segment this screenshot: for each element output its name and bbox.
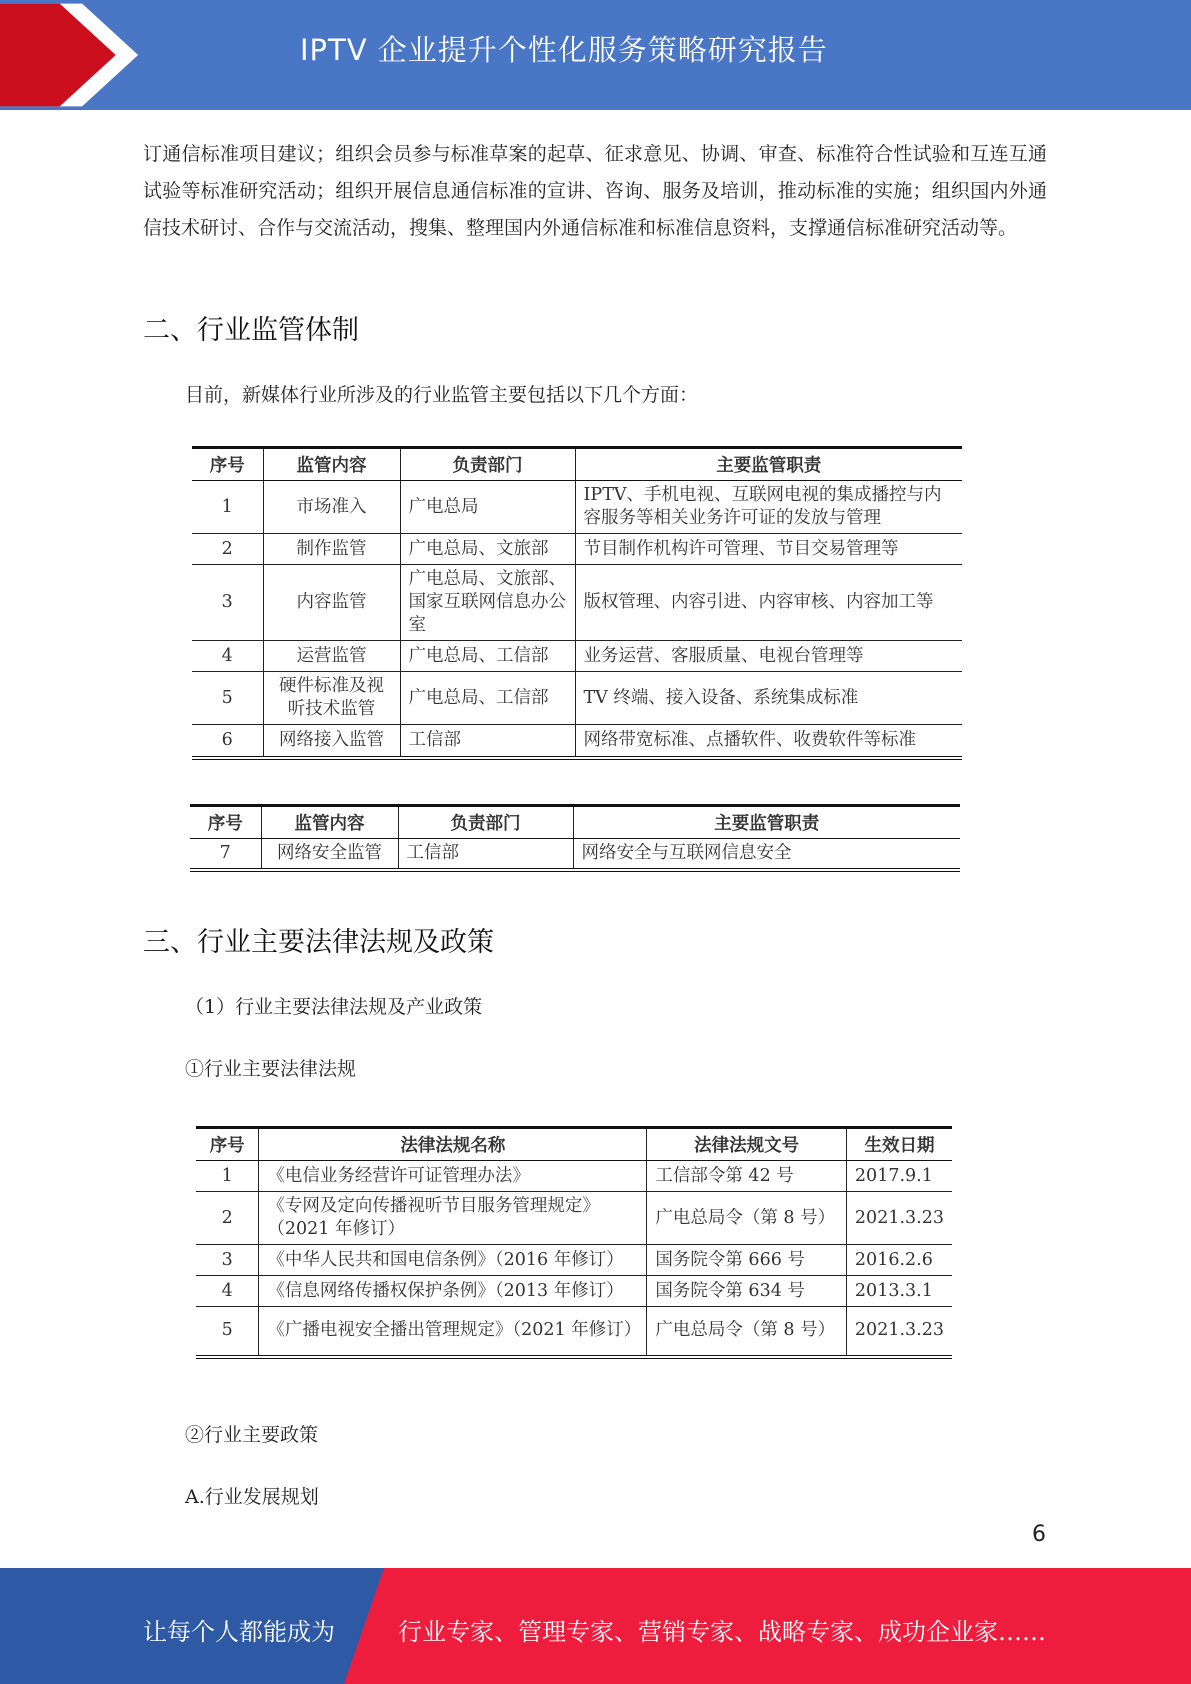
table-cell: 市场准入 <box>263 481 400 534</box>
table-cell: 6 <box>192 725 263 758</box>
table-row <box>192 725 962 758</box>
table-cell: 网络接入监管 <box>263 725 400 758</box>
table-row <box>190 839 960 871</box>
table-cell: 3 <box>192 565 263 641</box>
table-cell: 1 <box>196 1161 259 1192</box>
footer-slogan-left: 让每个人都能成为 <box>143 1618 335 1646</box>
table-cell: 网络带宽标准、点播软件、收费软件等标准 <box>575 725 962 758</box>
table-cell: 广电总局 <box>400 481 575 534</box>
table-cell: 2013.3.1 <box>846 1276 952 1307</box>
table-cell: 5 <box>192 672 263 725</box>
table-row <box>196 1276 952 1307</box>
table-cell: 《专网及定向传播视听节目服务管理规定》（2021 年修订） <box>259 1192 647 1245</box>
table-cell: 《中华人民共和国电信条例》（2016 年修订） <box>259 1245 647 1276</box>
table-cell: 广电总局、文旅部、国家互联网信息办公室 <box>400 565 575 641</box>
table-cell: 节目制作机构许可管理、节目交易管理等 <box>575 534 962 565</box>
column-header: 生效日期 <box>846 1128 952 1161</box>
table-cell: 内容监管 <box>263 565 400 641</box>
table-cell: 《电信业务经营许可证管理办法》 <box>259 1161 647 1192</box>
table-cell: 业务运营、客服质量、电视台管理等 <box>575 641 962 672</box>
footer-slogan-right: 行业专家、管理专家、营销专家、战略专家、成功企业家…… <box>398 1618 1046 1646</box>
table-cell: 硬件标准及视听技术监管 <box>263 672 400 725</box>
table-row <box>196 1245 952 1276</box>
column-header: 法律法规名称 <box>259 1128 647 1161</box>
table-row <box>192 481 962 534</box>
table-cell: 运营监管 <box>263 641 400 672</box>
table-cell: 广电总局令（第 8 号） <box>647 1307 847 1357</box>
table-cell: 工信部令第 42 号 <box>647 1161 847 1192</box>
report-title: IPTV 企业提升个性化服务策略研究报告 <box>300 33 828 67</box>
table-cell: TV 终端、接入设备、系统集成标准 <box>575 672 962 725</box>
section-heading-laws: 三、行业主要法律法规及政策 <box>143 927 494 958</box>
column-header: 序号 <box>192 448 263 481</box>
page-number: 6 <box>1032 1522 1046 1547</box>
table-header-row <box>190 806 960 839</box>
column-header: 监管内容 <box>263 448 400 481</box>
table-row <box>192 672 962 725</box>
supervision-table <box>192 446 962 760</box>
table-cell: 3 <box>196 1245 259 1276</box>
column-header: 序号 <box>190 806 261 839</box>
supervision-table-continued <box>190 804 960 872</box>
table-row <box>192 641 962 672</box>
table-cell: 4 <box>192 641 263 672</box>
table-cell: 1 <box>192 481 263 534</box>
table-cell: 《广播电视安全播出管理规定》（2021 年修订） <box>259 1307 647 1357</box>
table-row <box>192 565 962 641</box>
table-cell: 《信息网络传播权保护条例》（2013 年修订） <box>259 1276 647 1307</box>
intro-paragraph: 订通信标准项目建议；组织会员参与标准草案的起草、征求意见、协调、审查、标准符合性试验和互连互通试验等标准研究活动；组织开展信息通信标准的宣讲、咨询、服务及培训，推动标准的实施；组织国内外通信技术研讨、合作与交流活动，搜集、整理国内外通信标准和标准信息资料，支撑通信标准研究活动等。 <box>143 143 1047 239</box>
column-header: 主要监管职责 <box>573 806 960 839</box>
table-row <box>196 1161 952 1192</box>
table-cell: 7 <box>190 839 261 871</box>
table-cell: 广电总局、工信部 <box>400 641 575 672</box>
table-cell: 国务院令第 634 号 <box>647 1276 847 1307</box>
table-row <box>196 1307 952 1357</box>
table-cell: 2 <box>192 534 263 565</box>
table-cell: 广电总局、文旅部 <box>400 534 575 565</box>
column-header: 负责部门 <box>400 448 575 481</box>
table-cell: 工信部 <box>400 725 575 758</box>
table-cell: 网络安全与互联网信息安全 <box>573 839 960 871</box>
column-header: 负责部门 <box>398 806 573 839</box>
table-cell: 2021.3.23 <box>846 1192 952 1245</box>
table-cell: 广电总局、工信部 <box>400 672 575 725</box>
table-cell: 版权管理、内容引进、内容审核、内容加工等 <box>575 565 962 641</box>
table-header-row <box>192 448 962 481</box>
page-footer-banner <box>0 1568 1191 1684</box>
table-header-row <box>196 1128 952 1161</box>
column-header: 序号 <box>196 1128 259 1161</box>
table-cell: IPTV、手机电视、互联网电视的集成播控与内容服务等相关业务许可证的发放与管理 <box>575 481 962 534</box>
table-cell: 2016.2.6 <box>846 1245 952 1276</box>
table-cell: 网络安全监管 <box>261 839 398 871</box>
table-cell: 工信部 <box>398 839 573 871</box>
supervision-lead-text: 目前，新媒体行业所涉及的行业监管主要包括以下几个方面： <box>185 384 699 406</box>
subsection-main-laws: ①行业主要法律法规 <box>185 1058 357 1080</box>
column-header: 监管内容 <box>261 806 398 839</box>
table-cell: 制作监管 <box>263 534 400 565</box>
table-cell: 2021.3.23 <box>846 1307 952 1357</box>
table-row <box>196 1192 952 1245</box>
subsection-main-policies: ②行业主要政策 <box>185 1424 319 1446</box>
table-row <box>192 534 962 565</box>
column-header: 法律法规文号 <box>647 1128 847 1161</box>
table-cell: 4 <box>196 1276 259 1307</box>
table-cell: 国务院令第 666 号 <box>647 1245 847 1276</box>
table-cell: 5 <box>196 1307 259 1357</box>
table-cell: 广电总局令（第 8 号） <box>647 1192 847 1245</box>
laws-table <box>196 1126 952 1359</box>
red-arrow-decoration <box>0 0 140 110</box>
column-header: 主要监管职责 <box>575 448 962 481</box>
subsection-development-plan: A.行业发展规划 <box>185 1486 319 1508</box>
table-cell: 2017.9.1 <box>846 1161 952 1192</box>
page-header-banner <box>0 0 1191 110</box>
subsection-laws-and-policies: （1）行业主要法律法规及产业政策 <box>185 996 483 1018</box>
section-heading-supervision: 二、行业监管体制 <box>143 315 359 346</box>
table-cell: 2 <box>196 1192 259 1245</box>
